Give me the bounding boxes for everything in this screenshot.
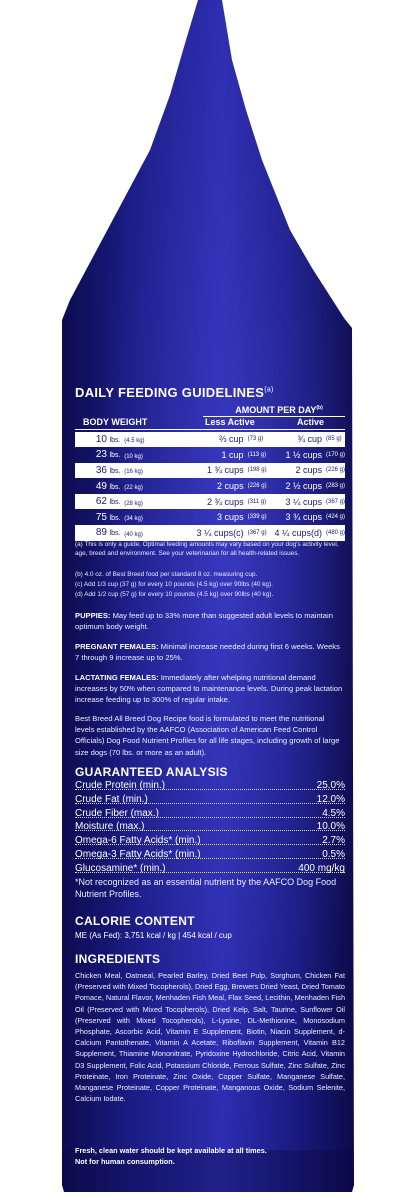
footnote-c: (c) Add 1/3 cup (37 g) for every 10 pounds (4.5 kg) over 90lbs (40 kg).	[75, 581, 273, 588]
feeding-row	[75, 432, 345, 447]
lactating-note: LACTATING FEMALES: Immediately after whelping nutritional demand increases by 50% when compared to maintenance levels. During peak lactation increase feeding up to 300% of regular intake.	[75, 673, 343, 705]
lbs-value: 23	[95, 449, 107, 461]
amount-per-day-header: AMOUNT PER DAY$^{(b)}$	[235, 405, 323, 415]
analysis-name: Omega-6 Fatty Acids* (min.)	[75, 835, 201, 847]
analysis-row	[75, 780, 345, 794]
active-header: Active	[297, 417, 325, 427]
analysis-row	[75, 794, 345, 808]
lbs-unit: lbs.	[109, 483, 121, 491]
weight-lbs	[75, 478, 124, 494]
pregnant-note: PREGNANT FEMALES: Minimal increase needed during first 6 weeks. Weeks 7 through 9 increase up to 25%.	[75, 642, 340, 663]
analysis-value: 2.7%	[322, 835, 345, 847]
less-active-grams: (226 g)	[247, 483, 267, 490]
weight-lbs	[75, 509, 124, 525]
feeding-row	[75, 525, 345, 541]
active-amount: 3 ¼ cups	[274, 494, 326, 510]
footer-notes	[75, 1145, 345, 1167]
less-active-amount: 2 ¾ cups	[186, 494, 248, 510]
weight-kg: (10 kg)	[124, 453, 143, 460]
less-active-amount: 1 ¾ cups	[186, 463, 248, 479]
active-amount: 2 ½ cups	[285, 481, 322, 492]
lbs-value: 89	[95, 527, 107, 539]
feeding-table	[75, 432, 345, 541]
guaranteed-analysis-list	[75, 780, 345, 877]
active-amount: ¾ cup	[274, 432, 326, 447]
analysis-note: *Not recognized as an essential nutrient by the AAFCO Dog Food Nutrient Profiles.	[75, 877, 337, 899]
analysis-name: Crude Protein (min.)	[75, 780, 166, 791]
less-active-grams: (198 g)	[248, 463, 274, 479]
ingredients-title: INGREDIENTS	[75, 952, 161, 966]
weight-lbs	[75, 494, 124, 510]
less-active-grams: (311 g)	[248, 494, 274, 510]
less-active-amount: 3 ¼ cups(c)	[186, 525, 248, 541]
weight-kg: (34 kg)	[124, 516, 143, 523]
lbs-value: 36	[95, 464, 107, 476]
active-grams: (367 g)	[326, 494, 345, 510]
feeding-row	[75, 494, 345, 510]
aafco-statement: Best Breed All Breed Dog Recipe food is formulated to meet the nutritional levels established by the AAFCO (Association of American Feed Control Officials) Dog Food Nutrient Profiles for all life stages, including growth of large size dogs (70 lbs. or more as an adult).	[75, 714, 340, 757]
feeding-row	[75, 478, 345, 494]
analysis-value: 400 mg/kg	[298, 862, 345, 874]
active-amount: 4 ¼ cups(d)	[274, 525, 326, 541]
analysis-value: 4.5%	[322, 807, 345, 819]
weight-kg: (40 kg)	[124, 525, 186, 541]
less-active-amount: 2 cups	[217, 481, 244, 492]
less-active-amount: 3 cups	[217, 512, 244, 523]
analysis-name: Omega-3 Fatty Acids* (min.)	[75, 848, 201, 860]
analysis-row	[75, 863, 345, 877]
weight-kg: (28 kg)	[124, 494, 186, 510]
calorie-content-title: CALORIE CONTENT	[75, 914, 195, 928]
active-amount: 1 ½ cups	[285, 449, 322, 460]
analysis-value: 0.5%	[322, 848, 345, 860]
less-active-header: Less Active	[205, 417, 255, 427]
active-grams: (226 g)	[326, 463, 345, 479]
analysis-value: 12.0%	[316, 793, 345, 805]
ingredients-list: Chicken Meal, Oatmeal, Pearled Barley, Dried Beet Pulp, Sorghum, Chicken Fat (Preserved with Mixed Tocopherols), Dried Egg, Brewers Dried Yeast, Dried Tomato Pomace, Natural Flavor, Menhaden Fish Meal, Flax Seed, Lecithin, Menhaden Fish Oil (Preserved with Mixed Tocopherols), Dried Kelp, Salt, Taurine, Sunflower Oil (Preserved with Mixed Tocopherols), L-Lysine, DL-Methionine, Monosodium Phosphate, Ascorbic Acid, Vitamin E Supplement, Biotin, Niacin Supplement, d-Calcium Pantothenate, Vitamin A Acetate, Riboflavin Supplement, Vitamin B12 Supplement, Thiamine Mononitrate, Pyridoxine Hydrochloride, Citric Acid, Vitamin D3 Supplement, Folic Acid, Potassium Chloride, Ferrous Sulfate, Zinc Sulfate, Zinc Proteinate, Iron Proteinate, Zinc Oxide, Copper Sulfate, Manganese Sulfate, Manganese Proteinate, Copper Proteinate, Manganous Oxide, Sodium Selenite, Calcium Iodate.	[75, 971, 345, 1104]
lbs-value: 75	[95, 511, 107, 523]
less-active-grams: (339 g)	[247, 514, 267, 521]
weight-lbs	[75, 525, 124, 541]
active-grams: (480 g)	[326, 525, 345, 541]
active-grams: (283 g)	[325, 483, 345, 490]
lbs-unit: lbs.	[109, 530, 121, 538]
body-weight-header: BODY WEIGHT	[83, 417, 148, 427]
lbs-value: 49	[95, 480, 107, 492]
lbs-value: 10	[95, 433, 107, 445]
not-human-note: Not for human consumption.	[75, 1157, 175, 1166]
feeding-row	[75, 463, 345, 479]
analysis-name: Crude Fat (min.)	[75, 793, 148, 805]
lbs-unit: lbs.	[109, 452, 121, 460]
lbs-unit: lbs.	[109, 499, 121, 507]
active-amount: 3 ¾ cups	[285, 512, 322, 523]
analysis-name: Crude Fiber (max.)	[75, 807, 159, 819]
active-grams: (170 g)	[325, 451, 345, 458]
less-active-grams: (113 g)	[247, 451, 267, 458]
lbs-unit: lbs.	[109, 514, 121, 522]
analysis-name: Glucosamine* (min.)	[75, 862, 166, 874]
water-note: Fresh, clean water should be kept available at all times.	[75, 1146, 267, 1155]
weight-lbs	[75, 447, 124, 463]
analysis-row	[75, 835, 345, 849]
footnote-a: (a) This is only a guide. Optimal feeding amounts may vary based on your dog's activity level, age, breed and environment. See your veterinarian for all health-related issues.	[75, 541, 339, 558]
analysis-row	[75, 849, 345, 863]
analysis-value: 25.0%	[316, 780, 345, 791]
feeding-row	[75, 447, 345, 463]
weight-kg: (4.5 kg)	[124, 432, 186, 447]
lbs-unit: lbs.	[109, 436, 121, 444]
lbs-value: 62	[95, 496, 107, 508]
less-active-grams: (367 g)	[248, 525, 274, 541]
analysis-row	[75, 821, 345, 835]
puppies-note: PUPPIES: May feed up to 33% more than suggested adult levels to maintain optimum body weight.	[75, 611, 333, 632]
weight-lbs	[75, 432, 124, 447]
less-active-amount: ⅔ cup	[186, 432, 248, 447]
weight-lbs	[75, 463, 124, 479]
analysis-row	[75, 808, 345, 822]
lbs-unit: lbs.	[109, 467, 121, 475]
feeding-row	[75, 509, 345, 525]
footnote-b: (b) 4.0 oz. of Best Breed food per standard 8 oz. measuring cup.	[75, 571, 258, 578]
feeding-guidelines-title: DAILY FEEDING GUIDELINES$^{(a)}$	[75, 385, 274, 400]
active-amount: 2 cups	[274, 463, 326, 479]
weight-kg: (16 kg)	[124, 463, 186, 479]
calorie-content-value: ME (As Fed): 3,751 kcal / kg | 454 kcal / cup	[75, 931, 232, 940]
less-active-amount: 1 cup	[221, 449, 244, 460]
guaranteed-analysis-title: GUARANTEED ANALYSIS	[75, 765, 228, 779]
less-active-grams: (73 g)	[248, 432, 274, 447]
analysis-name: Moisture (max.)	[75, 821, 145, 833]
weight-kg: (22 kg)	[124, 485, 143, 492]
active-grams: (424 g)	[325, 514, 345, 521]
active-grams: (85 g)	[326, 432, 345, 447]
analysis-value: 10.0%	[316, 821, 345, 833]
footnote-d: (d) Add 1/2 cup (57 g) for every 10 pounds (4.5 kg) over 90lbs (40 kg).	[75, 591, 274, 598]
